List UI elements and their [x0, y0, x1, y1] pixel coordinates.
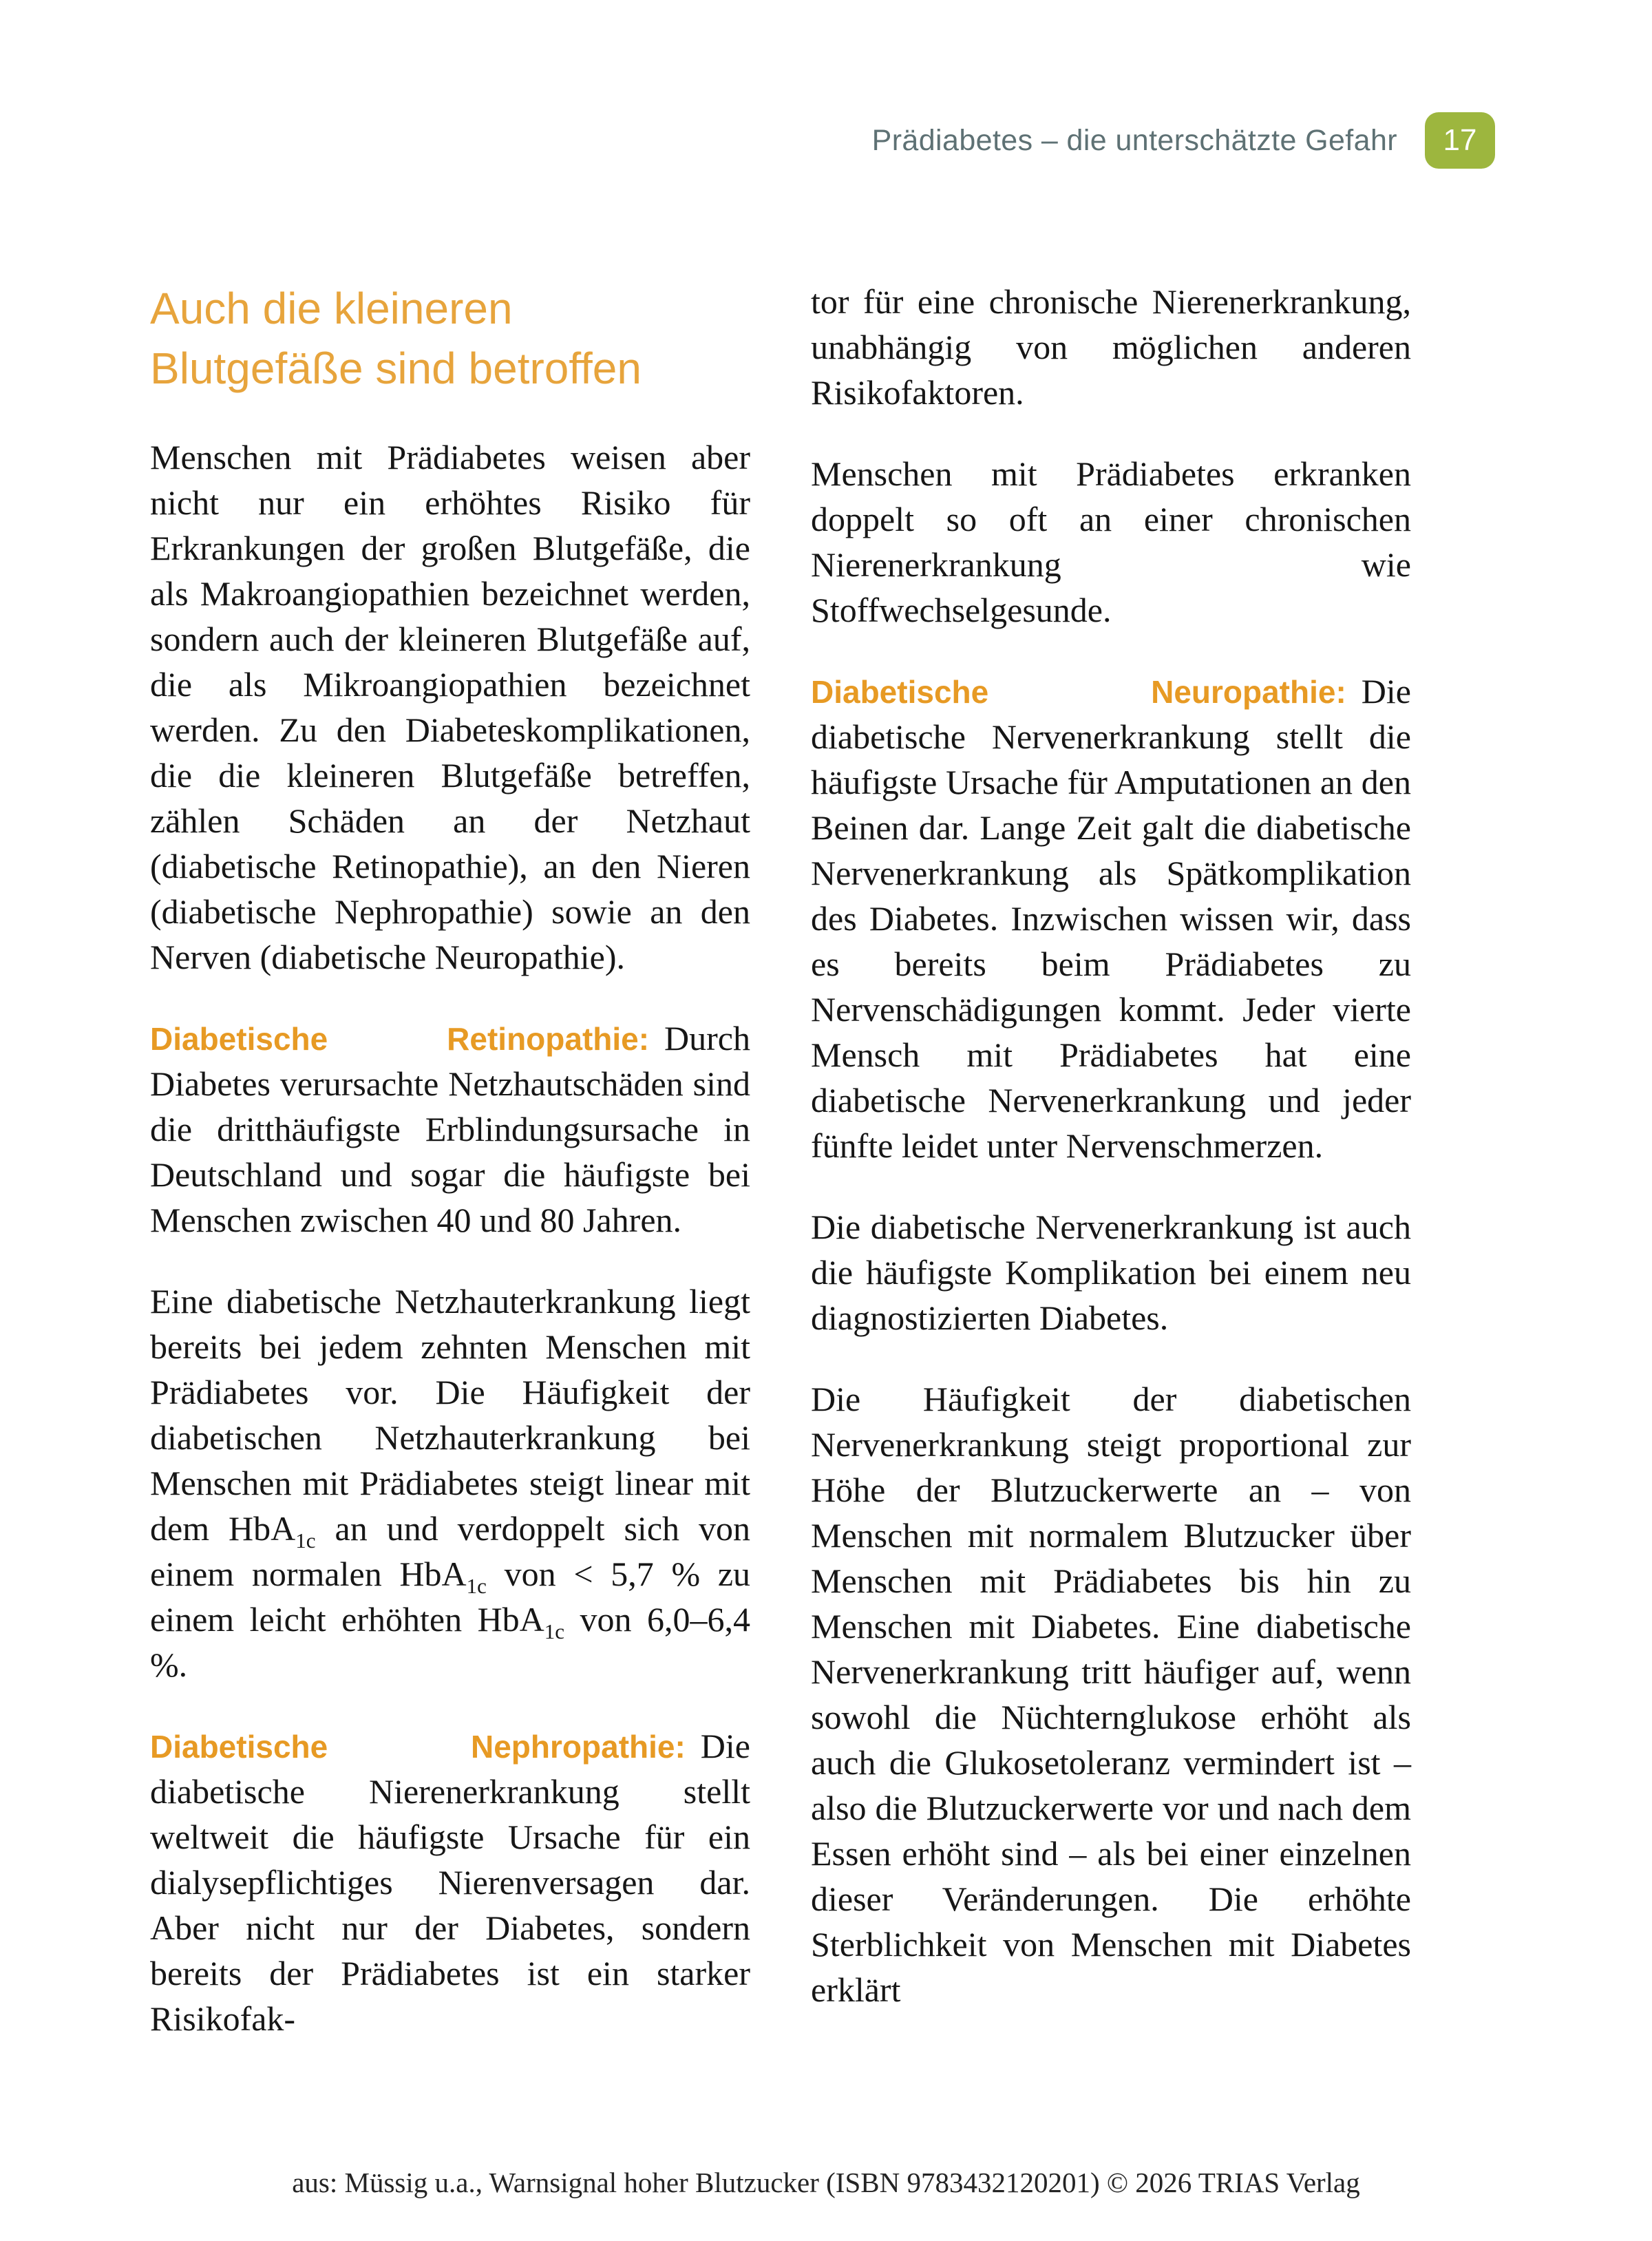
running-head-title: Prädiabetes – die unterschätzte Gefahr — [871, 123, 1397, 157]
paragraph-nephropathie — [150, 1723, 750, 2041]
hba1c-subscript: 1c — [295, 1528, 316, 1553]
text-segment-2: an und verdoppelt sich von einem normalen HbA — [150, 1509, 750, 1594]
text-segment-1: Eine diabetische Netzhauterkrankung liegt bereits bei jedem zehnten Menschen mit Prädiabetes vor. Die Häufigkeit der diabetischen Netzhauterkrankung bei Menschen mit Prädiabetes steigt linear mit dem HbA — [150, 1282, 750, 1548]
paragraph-continuation: tor für eine chronische Nierenerkrankung, unabhängig von möglichen anderen Risikofaktoren. — [811, 282, 1411, 412]
text-segment-4: von 6,0–6,4 %. — [150, 1600, 751, 1685]
paragraph-retinopathie-text: Durch Diabetes verursachte Netzhautschäden sind die dritthäufigste Erblindungsursache in Deutschland und sogar die häufigste bei Menschen zwischen 40 und 80 Jahren. — [150, 1019, 750, 1240]
left-column — [150, 279, 750, 2041]
running-head — [150, 109, 1495, 172]
paragraph-complication: Die diabetische Nervenerkrankung ist auch die häufigste Komplikation bei einem neu diagnostizierten Diabetes. — [811, 1208, 1411, 1337]
paragraph-retinopathie — [150, 1016, 750, 1243]
paragraph-neuropathie-text: Die diabetische Nervenerkrankung stellt die häufigste Ursache für Amputationen an den Beinen dar. Lange Zeit galt die diabetische Nervenerkrankung als Spätkomplikation des Diabetes. Inzwischen wissen wir, dass es bereits beim Prädiabetes zu Nervenschädigungen kommt. Jeder vierte Mensch mit Prädiabetes hat eine diabetische Nervenerkrankung und jeder fünfte leidet unter Nervenschmerzen. — [811, 672, 1411, 1165]
runin-heading-nephropathie: Diabetische Nephropathie: — [150, 1729, 686, 1765]
paragraph-frequency: Die Häufigkeit der diabetischen Nervenerkrankung steigt proportional zur Höhe der Blutzuckerwerte an – von Menschen mit normalem Blutzucker über Menschen mit Prädiabetes bis hin zu Menschen mit Diabetes. Eine diabetische Nervenerkrankung tritt häufiger auf, wenn sowohl die Nüchternglukose erhöht als auch die Glukosetoleranz vermindert ist – also die Blutzuckerwerte vor und nach dem Essen erhöht sind – als bei einer einzelnen dieser Veränderungen. Die erhöhte Sterblichkeit von Menschen mit Diabetes erklärt — [811, 1380, 1411, 2009]
text-segment-3: von < 5,7 % zu einem leicht erhöhten HbA — [150, 1555, 751, 1639]
right-column — [811, 279, 1411, 2041]
runin-heading-neuropathie: Diabetische Neuropathie: — [811, 674, 1346, 710]
paragraph-netzhauterkrankung — [150, 1279, 750, 1687]
section-heading-line2: Blutgefäße sind betroffen — [150, 344, 642, 394]
paragraph-intro: Menschen mit Prädiabetes weisen aber nicht nur ein erhöhtes Risiko für Erkrankungen der großen Blutgefäße, die als Makroangiopathien bezeichnet werden, sondern auch der kleineren Blutgefäße auf, die als Mikroangiopathien bezeichnet werden. Zu den Diabeteskomplikationen, die die kleineren Blutgefäße betreffen, zählen Schäden an der Netzhaut (diabetische Retinopathie), an den Nieren (diabetische Nephropathie) sowie an den Nerven (diabetische Neuropathie). — [150, 438, 750, 977]
text-columns — [150, 279, 1411, 2041]
page-number-badge — [1425, 112, 1495, 169]
paragraph-nephropathie-text: Die diabetische Nierenerkrankung stellt weltweit die häufigste Ursache für ein dialysepflichtiges Nierenversagen dar. Aber nicht nur der Diabetes, sondern bereits der Prädiabetes ist ein starker Risikofak- — [150, 1727, 750, 2039]
source-credit-line: aus: Müssig u.a., Warnsignal hoher Blutzucker (ISBN 9783432120201) © 2026 TRIAS Verlag — [292, 2167, 1360, 2198]
runin-heading-retinopathie: Diabetische Retinopathie: — [150, 1021, 650, 1058]
section-heading — [150, 279, 750, 399]
page-number: 17 — [1443, 123, 1477, 157]
paragraph-kidney: Menschen mit Prädiabetes erkranken doppelt so oft an einer chronischen Nierenerkrankung wie Stoffwechselgesunde. — [811, 454, 1411, 629]
section-heading-line1: Auch die kleineren — [150, 284, 513, 333]
hba1c-subscript: 1c — [544, 1619, 565, 1644]
hba1c-subscript: 1c — [466, 1574, 487, 1599]
paragraph-neuropathie — [811, 669, 1411, 1168]
